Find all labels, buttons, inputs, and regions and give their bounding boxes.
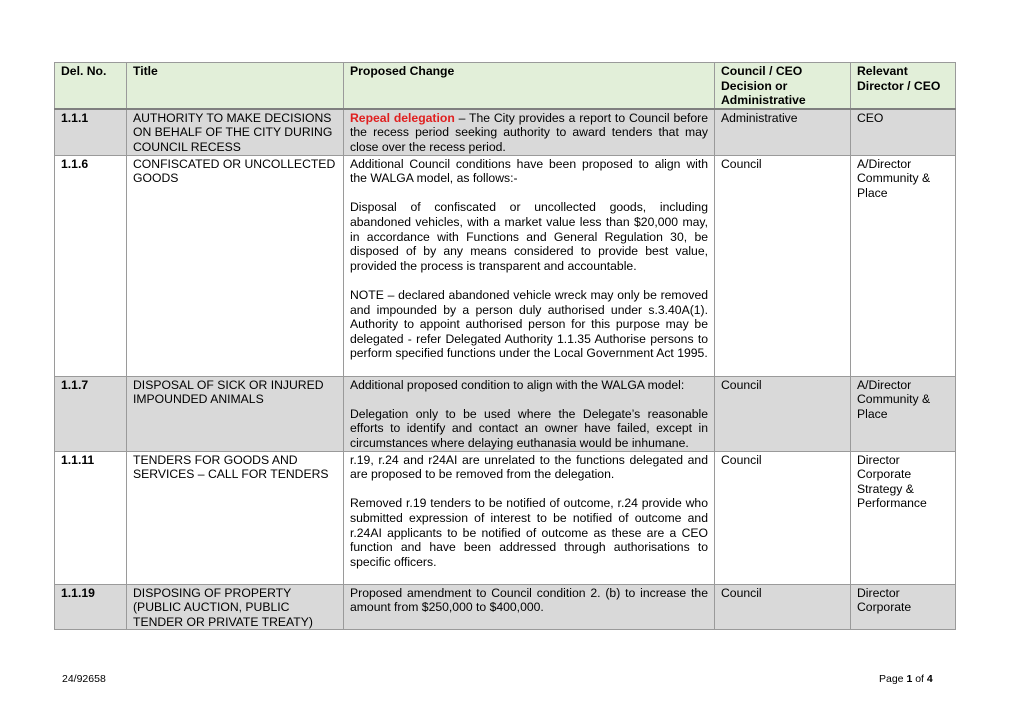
row-decision: Council <box>715 584 851 630</box>
row-director: CEO <box>851 109 956 155</box>
row-proposed-change <box>344 584 715 630</box>
header-proposed-change: Proposed Change <box>344 63 715 109</box>
row-director: Director Corporate <box>851 584 956 630</box>
table-row <box>55 155 956 376</box>
change-paragraph: Additional proposed condition to align with the WALGA model: <box>350 377 685 392</box>
of-label: of <box>915 673 924 685</box>
table-header-row <box>55 63 956 109</box>
header-decision: Council / CEO Decision or Administrative <box>715 63 851 109</box>
row-director: Director Corporate Strategy & Performance <box>851 451 956 584</box>
change-paragraph: r.19, r.24 and r24AI are unrelated to the functions delegated and are proposed to be removed from the delegation. <box>350 452 708 482</box>
row-title: CONFISCATED OR UNCOLLECTED GOODS <box>127 155 344 376</box>
row-title: TENDERS FOR GOODS AND SERVICES – CALL FOR TENDERS <box>127 451 344 584</box>
page-label: Page <box>879 673 904 685</box>
row-proposed-change <box>344 451 715 584</box>
row-del-no: 1.1.11 <box>55 451 127 584</box>
row-title: DISPOSAL OF SICK OR INJURED IMPOUNDED ANIMALS <box>127 376 344 451</box>
row-director: A/Director Community & Place <box>851 155 956 376</box>
repeal-highlight: Repeal delegation <box>350 110 455 125</box>
table-row <box>55 109 956 155</box>
change-paragraph: Delegation only to be used where the Delegate’s reasonable efforts to identify and contact an owner have failed, except in circumstances where delaying euthanasia would be inhumane. <box>350 406 708 450</box>
header-director: Relevant Director / CEO <box>851 63 956 109</box>
total-pages: 4 <box>926 673 933 685</box>
current-page: 1 <box>906 673 913 685</box>
header-del-no: Del. No. <box>55 63 127 109</box>
table-row <box>55 376 956 451</box>
delegation-table <box>54 62 956 630</box>
row-title: DISPOSING OF PROPERTY (PUBLIC AUCTION, PUBLIC TENDER OR PRIVATE TREATY) <box>127 584 344 630</box>
document-reference: 24/92658 <box>62 673 106 685</box>
row-del-no: 1.1.6 <box>55 155 127 376</box>
table-row <box>55 451 956 584</box>
row-proposed-change <box>344 109 715 155</box>
change-paragraph: Removed r.19 tenders to be notified of outcome, r.24 provide who submitted expression of interest to be notified of outcome and r.24AI applicants to be notified of outcome as these are a CEO function and have been addressed through authorisations to specific officers. <box>350 496 708 569</box>
change-paragraph: Proposed amendment to Council condition 2. (b) to increase the amount from $250,000 to $400,000. <box>350 585 708 615</box>
row-title: AUTHORITY TO MAKE DECISIONS ON BEHALF OF THE CITY DURING COUNCIL RECESS <box>127 109 344 155</box>
table-row <box>55 584 956 630</box>
change-text: – The City provides a report to Council before the recess period seeking authority to award tenders that may close over the recess period. <box>350 110 708 154</box>
row-del-no: 1.1.1 <box>55 109 127 155</box>
row-del-no: 1.1.7 <box>55 376 127 451</box>
row-decision: Council <box>715 155 851 376</box>
row-del-no: 1.1.19 <box>55 584 127 630</box>
row-proposed-change <box>344 376 715 451</box>
row-proposed-change <box>344 155 715 376</box>
row-decision: Council <box>715 376 851 451</box>
row-director: A/Director Community & Place <box>851 376 956 451</box>
header-title: Title <box>127 63 344 109</box>
change-paragraph: Additional Council conditions have been proposed to align with the WALGA model, as follows:- <box>350 156 708 186</box>
change-paragraph: NOTE – declared abandoned vehicle wreck may only be removed and impounded by a person duly authorised under s.3.40A(1). Authority to appoint authorised person for this purpose may be delegated - refer Delegated Authority 1.1.35 Authorise persons to perform specified functions under the Local Government Act 1995. <box>350 287 708 361</box>
row-decision: Council <box>715 451 851 584</box>
row-decision: Administrative <box>715 109 851 155</box>
page-number <box>879 673 933 686</box>
change-paragraph: Disposal of confiscated or uncollected goods, including abandoned vehicles, with a market value less than $20,000 may, in accordance with Functions and General Regulation 30, be disposed of by any means considered to provide best value, provided the process is transparent and accountable. <box>350 200 708 273</box>
